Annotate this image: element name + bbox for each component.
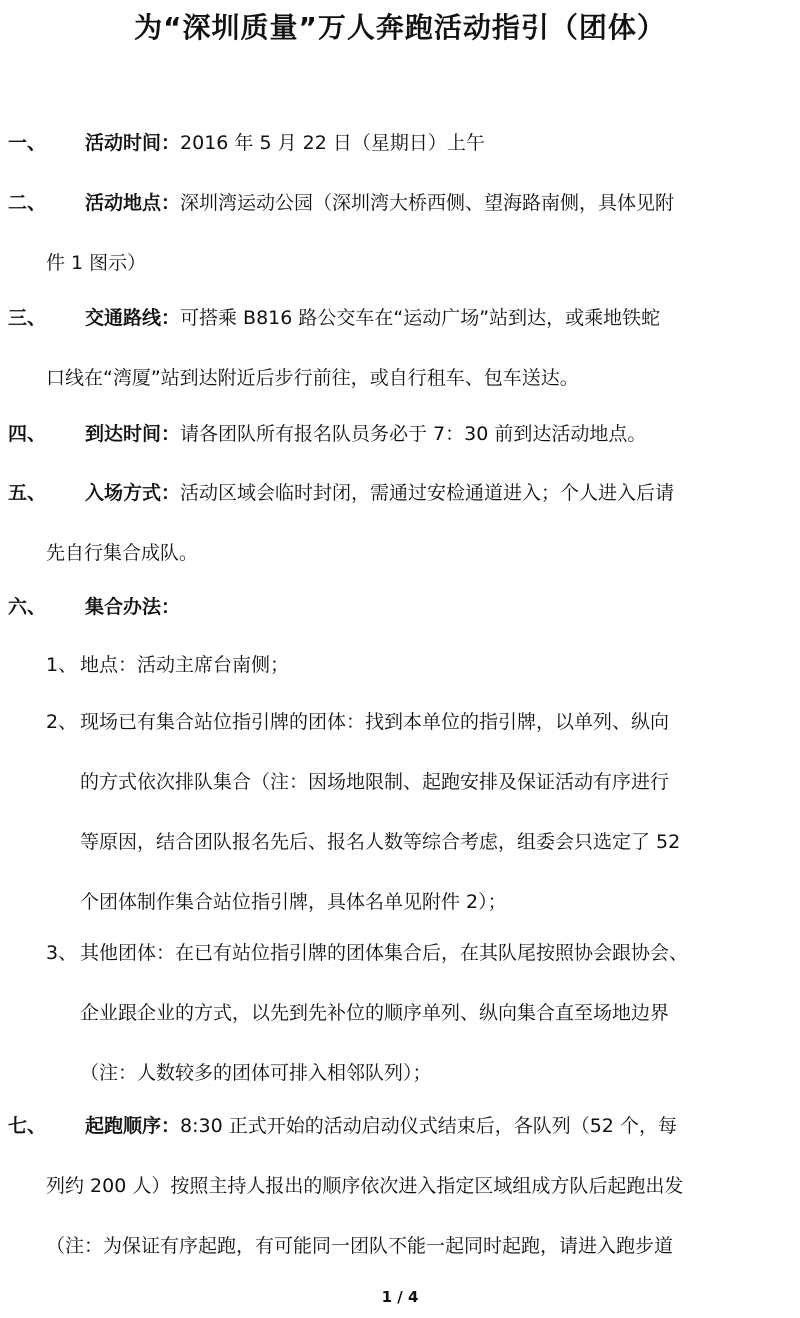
sub-item-1 bbox=[0, 635, 800, 695]
section-2 bbox=[0, 173, 800, 293]
section-3 bbox=[0, 288, 800, 408]
section-number: 二、 bbox=[8, 192, 47, 214]
page-number: 1 / 4 bbox=[381, 1288, 419, 1306]
sub-item-line: 企业跟企业的方式，以先到先补位的顺序单列、纵向集合直至场地边界 bbox=[80, 1002, 670, 1024]
section-number: 三、 bbox=[8, 307, 47, 329]
sub-item-number: 2、 bbox=[46, 711, 78, 733]
section-label: 活动地点： bbox=[85, 192, 181, 214]
section-label: 集合办法： bbox=[85, 596, 181, 618]
section-number: 七、 bbox=[8, 1115, 47, 1137]
section-label: 入场方式： bbox=[85, 482, 181, 504]
section-7 bbox=[0, 1096, 800, 1276]
sub-item-line: 地点：活动主席台南侧； bbox=[80, 654, 290, 676]
section-number: 五、 bbox=[8, 482, 47, 504]
sub-item-line: 等原因，结合团队报名先后、报名人数等综合考虑，组委会只选定了 52 bbox=[80, 831, 681, 853]
section-label: 到达时间： bbox=[85, 423, 181, 445]
section-text: 8:30 正式开始的活动启动仪式结束后，各队列（52 个，每 bbox=[180, 1115, 677, 1137]
section-text-continued: 口线在“湾厦”站到达附近后步行前往，或自行租车、包车送达。 bbox=[46, 367, 579, 389]
section-text: 深圳湾运动公园（深圳湾大桥西侧、望海路南侧，具体见附 bbox=[180, 192, 675, 214]
section-label: 交通路线： bbox=[85, 307, 181, 329]
sub-item-3 bbox=[0, 923, 800, 1103]
sub-item-line: （注：人数较多的团体可排入相邻队列）； bbox=[80, 1062, 432, 1084]
section-4 bbox=[0, 404, 800, 464]
sub-item-number: 1、 bbox=[46, 654, 78, 676]
section-text: 可搭乘 B816 路公交车在“运动广场”站到达，或乘地铁蛇 bbox=[180, 307, 661, 329]
section-number: 四、 bbox=[8, 423, 47, 445]
document-title: 为“深圳质量”万人奔跑活动指引（团体） bbox=[134, 11, 666, 44]
sub-item-line: 现场已有集合站位指引牌的团体：找到本单位的指引牌，以单列、纵向 bbox=[80, 711, 670, 733]
sub-item-line: 个团体制作集合站位指引牌，具体名单见附件 2）； bbox=[80, 891, 507, 913]
section-6 bbox=[0, 577, 800, 637]
section-1 bbox=[0, 113, 800, 173]
section-text-continued: 列约 200 人）按照主持人报出的顺序依次进入指定区域组成方队后起跑出发 bbox=[46, 1175, 684, 1197]
section-text: 请各团队所有报名队员务必于 7：30 前到达活动地点。 bbox=[180, 423, 647, 445]
section-5 bbox=[0, 463, 800, 583]
section-text-continued: 先自行集合成队。 bbox=[46, 542, 199, 564]
section-text: 活动区域会临时封闭，需通过安检通道进入；个人进入后请 bbox=[180, 482, 675, 504]
section-text-continued: 件 1 图示） bbox=[46, 252, 147, 274]
section-label: 活动时间： bbox=[85, 132, 181, 154]
sub-item-number: 3、 bbox=[46, 942, 78, 964]
section-number: 一、 bbox=[8, 132, 47, 154]
section-text-continued: （注：为保证有序起跑，有可能同一团队不能一起同时起跑，请进入跑步道 bbox=[46, 1235, 674, 1257]
sub-item-line: 的方式依次排队集合（注：因场地限制、起跑安排及保证活动有序进行 bbox=[80, 771, 670, 793]
section-number: 六、 bbox=[8, 596, 47, 618]
sub-item-2 bbox=[0, 692, 800, 932]
section-label: 起跑顺序： bbox=[85, 1115, 181, 1137]
sub-item-line: 其他团体：在已有站位指引牌的团体集合后，在其队尾按照协会跟协会、 bbox=[80, 942, 689, 964]
section-text: 2016 年 5 月 22 日（星期日）上午 bbox=[180, 132, 485, 154]
